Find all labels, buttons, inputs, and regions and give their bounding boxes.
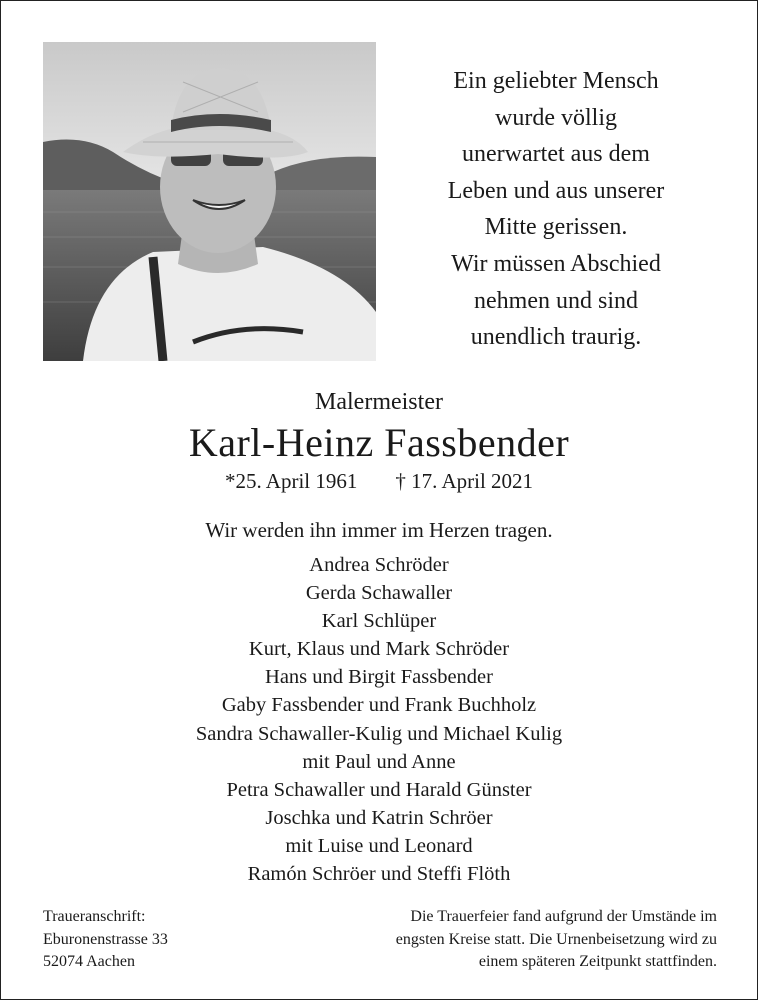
poem-line: Wir müssen Abschied: [451, 250, 661, 277]
life-dates: [1, 469, 757, 494]
mourner: Sandra Schawaller-Kulig und Michael Kulig: [195, 722, 563, 745]
notice-line: Die Trauerfeier fand aufgrund der Umstände im: [410, 908, 717, 925]
notice-line: engsten Kreise statt. Die Urnenbeisetzung wird zu: [395, 930, 717, 948]
mourner: mit Paul und Anne: [302, 750, 456, 773]
mourner: Kurt, Klaus und Mark Schröder: [248, 638, 510, 661]
poem-line: Leben und aus unserer: [447, 177, 665, 204]
birth-date: *25. April 1961: [224, 469, 358, 493]
profession: Malermeister: [315, 389, 443, 415]
address-city: 52074 Aachen: [43, 953, 135, 970]
funeral-notice: [396, 906, 717, 974]
poem-line: wurde völlig: [495, 104, 617, 131]
mourner: Gaby Fassbender und Frank Buchholz: [221, 694, 537, 717]
deceased-name: Karl-Heinz Fassbender: [188, 420, 570, 465]
mourner: Joschka und Katrin Schröer: [265, 806, 493, 829]
poem-line: Ein geliebter Mensch: [453, 68, 659, 94]
mourning-address: [43, 906, 168, 974]
mourner: Hans und Birgit Fassbender: [265, 666, 493, 689]
mourner: Andrea Schröder: [309, 554, 449, 576]
death-date: † 17. April 2021: [395, 469, 534, 493]
mourner: mit Luise und Leonard: [285, 834, 473, 857]
mourner: Petra Schawaller und Harald Günster: [226, 778, 532, 801]
poem-line: unendlich traurig.: [470, 324, 642, 351]
mourner: Ramón Schröer und Steffi Flöth: [247, 863, 511, 886]
mourner: Gerda Schawaller: [305, 582, 453, 605]
address-label: Traueranschrift:: [43, 908, 146, 925]
poem: [396, 63, 716, 356]
portrait-photo: [43, 42, 376, 361]
poem-line: nehmen und sind: [474, 287, 638, 314]
notice-line: einem späteren Zeitpunkt stattfinden.: [478, 953, 717, 970]
mourner: Karl Schlüper: [321, 610, 437, 633]
poem-line: Mitte gerissen.: [484, 214, 628, 241]
motto: Wir werden ihn immer im Herzen tragen.: [205, 518, 553, 542]
address-street: Eburonenstrasse 33: [43, 930, 168, 948]
mourners-list: [1, 551, 757, 888]
poem-line: unerwartet aus dem: [462, 141, 650, 168]
